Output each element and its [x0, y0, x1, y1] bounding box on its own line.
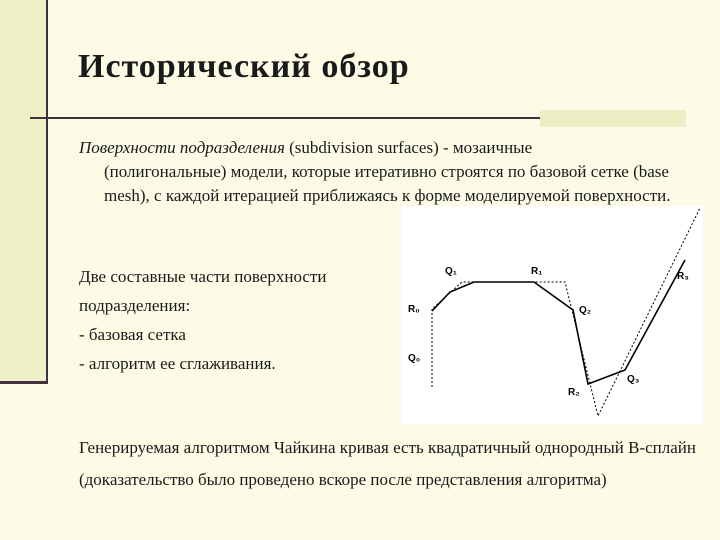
label-q1: Q₁ [445, 266, 457, 277]
label-r1: R₁ [531, 266, 543, 277]
term-subdivision-surfaces: Поверхности подразделения [79, 138, 285, 157]
refined-curve-solid [432, 260, 685, 384]
chaikin-diagram [401, 206, 703, 424]
left-accent-line [46, 0, 48, 384]
label-q0: Q₀ [408, 353, 421, 364]
paragraph1-continuation: (полигональные) модели, которые итеративно строятся по базовой сетке (base mesh), с каждой итерацией приближаясь к форме моделируемой поверхности. [104, 162, 671, 205]
paragraph-subdivision-definition [79, 136, 684, 208]
label-r0: R₀ [408, 304, 420, 315]
label-r2: R₂ [568, 387, 580, 398]
label-q3: Q₃ [627, 374, 640, 385]
label-q2: Q₂ [579, 305, 592, 316]
components-line: - алгоритм ее сглаживания. [79, 354, 276, 373]
control-polygon-dashed [432, 208, 700, 416]
title-underline [30, 117, 540, 119]
paragraph1-line1-rest: (subdivision surfaces) - мозаичные [284, 138, 533, 157]
components-line: подразделения: [79, 296, 191, 315]
paragraph-components [79, 262, 399, 378]
chaikin-diagram-svg [401, 206, 703, 424]
left-accent-bar [0, 0, 46, 384]
left-accent-bottom [0, 381, 48, 384]
components-line: Две составные части поверхности [79, 267, 327, 286]
paragraph-chaikin-bspline: Генерируемая алгоритмом Чайкина кривая есть квадратичный однородный B-сплайн (доказательство было проведено вскоре после представления алгоритма) [79, 438, 696, 489]
slide-title: Исторический обзор [78, 48, 410, 85]
title-accent-block [540, 110, 686, 127]
components-line: - базовая сетка [79, 325, 186, 344]
label-r3: R₃ [677, 271, 689, 282]
